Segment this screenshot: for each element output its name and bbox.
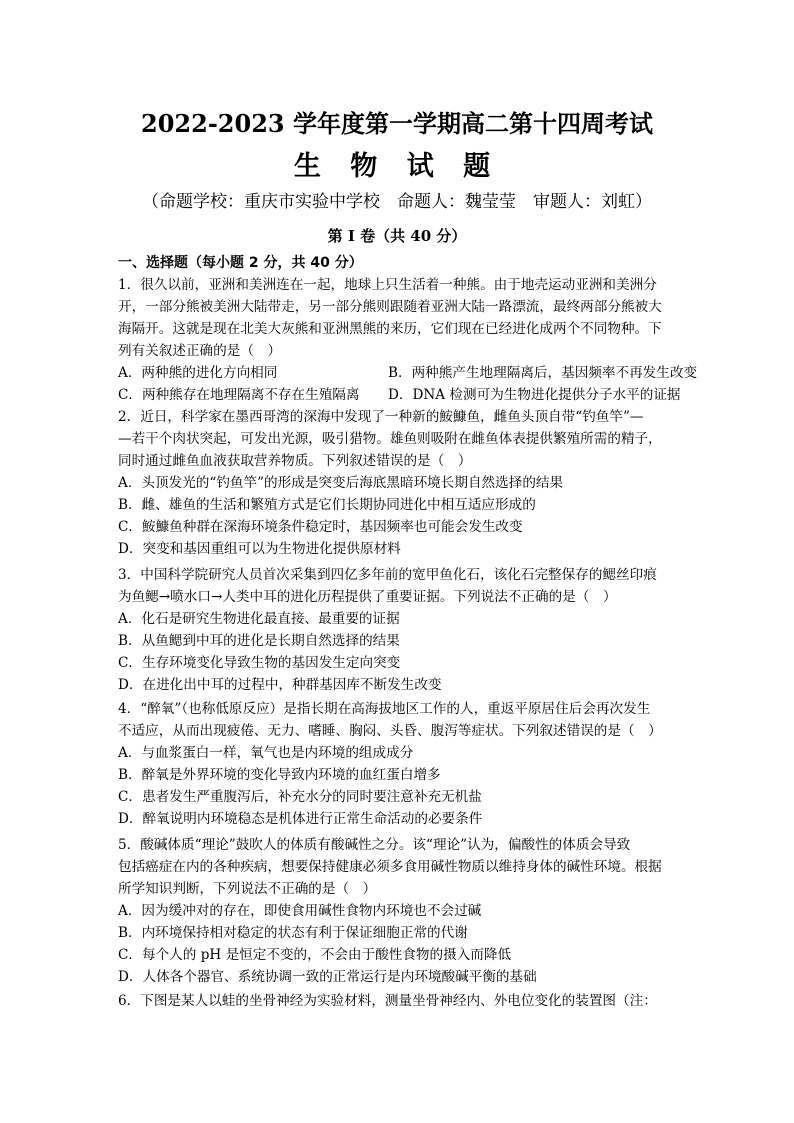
question-5-option-c[interactable]: C．每个人的 pH 是恒定不变的，不会由于酸性食物的摄入而降低: [118, 947, 512, 963]
question-2-line-1: 2．近日，科学家在墨西哥湾的深海中发现了一种新的鮟鱇鱼，雌鱼头顶自带“钓鱼竿”—: [118, 409, 644, 425]
question-3-line-1: 3．中国科学院研究人员首次采集到四亿多年前的宽甲鱼化石，该化石完整保存的鳃丝印痕: [118, 567, 657, 583]
question-1-option-a[interactable]: A．两种熊的进化方向相同: [118, 365, 278, 381]
question-1-option-c[interactable]: C．两种熊存在地理隔离不存在生殖隔离: [118, 387, 360, 403]
authors-line: （命题学校：重庆市实验中学校 命题人：魏莹莹 审题人：刘虹）: [142, 192, 652, 212]
question-3-option-b[interactable]: B．从鱼鳃到中耳的进化是长期自然选择的结果: [118, 633, 400, 649]
question-4-option-c[interactable]: C．患者发生严重腹泻后，补充水分的同时要注意补充无机盐: [118, 789, 482, 805]
question-1-line-3: 海隔开。这就是现在北美大灰熊和亚洲黑熊的来历，它们现在已经进化成两个不同物种。下: [118, 321, 662, 337]
question-2-option-d[interactable]: D．突变和基因重组可以为生物进化提供原材料: [118, 541, 401, 557]
question-4-option-b[interactable]: B．醉氧是外界环境的变化导致内环境的血红蛋白增多: [118, 767, 441, 783]
question-4-line-2: 不适应，从而出现疲倦、无力、嗜睡、胸闷、头昏、腹泻等症状。下列叙述错误的是（ ）: [118, 723, 662, 739]
question-5-line-2: 包括癌症在内的各种疾病，想要保持健康必须多食用碱性物质以维持身体的碱性环境。根据: [118, 859, 662, 875]
question-5-option-d[interactable]: D．人体各个器官、系统协调一致的正常运行是内环境酸碱平衡的基础: [118, 969, 537, 985]
question-6-line-1: 6．下图是某人以蛙的坐骨神经为实验材料，测量坐骨神经内、外电位变化的装置图（注：: [118, 993, 657, 1009]
question-1-line-4: 列有关叙述正确的是（ ）: [118, 343, 282, 359]
question-2-option-c[interactable]: C．鮟鱇鱼种群在深海环境条件稳定时，基因频率也可能会发生改变: [118, 519, 523, 535]
question-2-option-b[interactable]: B．雌、雄鱼的生活和繁殖方式是它们长期协同进化中相互适应形成的: [118, 497, 536, 513]
subject-title: 生 物 试 题: [293, 151, 501, 182]
question-5-option-a[interactable]: A．因为缓冲对的存在，即使食用碱性食物内环境也不会过碱: [118, 903, 482, 919]
question-2-line-3: 同时通过雌鱼血液获取营养物质。下列叙述错误的是（ ）: [118, 453, 472, 469]
question-1-line-2: 开，一部分熊被美洲大陆带走，另一部分熊则跟随着亚洲大陆一路漂流，最终两部分熊被大: [118, 299, 662, 315]
question-5-option-b[interactable]: B．内环境保持相对稳定的状态有利于保证细胞正常的代谢: [118, 925, 468, 941]
section-heading: 一、选择题（每小题 2 分，共 40 分）: [118, 255, 363, 271]
question-3-option-d[interactable]: D．在进化出中耳的过程中，种群基因库不断发生改变: [118, 677, 442, 693]
question-1-options-cd: [118, 384, 681, 406]
question-1-option-b[interactable]: B．两种熊产生地理隔离后，基因频率不再发生改变: [388, 365, 698, 381]
question-1-option-d[interactable]: D．DNA 检测可为生物进化提供分子水平的证据: [388, 387, 681, 403]
question-2-option-a[interactable]: A．头顶发光的“钓鱼竿”的形成是突变后海底黑暗环境长期自然选择的结果: [118, 475, 564, 491]
question-2-line-2: —若干个肉状突起，可发出光源，吸引猎物。雄鱼则吸附在雌鱼体表提供繁殖所需的精子，: [118, 431, 662, 447]
question-4-line-1: 4．“醉氧”（也称低原反应）是指长期在高海拔地区工作的人，重返平原居住后会再次发生: [118, 701, 651, 717]
question-1-options-ab: [118, 362, 698, 384]
question-5-line-3: 所学知识判断，下列说法不正确的是（ ）: [118, 881, 377, 897]
question-3-option-a[interactable]: A．化石是研究生物进化最直接、最重要的证据: [118, 611, 400, 627]
question-1-line-1: 1．很久以前，亚洲和美洲连在一起，地球上只生活着一种熊。由于地壳运动亚洲和美洲分: [118, 277, 657, 293]
volume-heading: 第 I 卷（共 40 分）: [327, 227, 467, 245]
question-4-option-a[interactable]: A．与血浆蛋白一样，氧气也是内环境的组成成分: [118, 745, 414, 761]
exam-title: 2022-2023 学年度第一学期高二第十四周考试: [141, 109, 653, 138]
question-5-line-1: 5．酸碱体质“理论”鼓吹人的体质有酸碱性之分。该“理论”认为，偏酸性的体质会导致: [118, 837, 631, 853]
question-3-line-2: 为鱼鳃→喷水口→人类中耳的进化历程提供了重要证据。下列说法不正确的是（ ）: [118, 589, 617, 605]
question-3-option-c[interactable]: C．生存环境变化导致生物的基因发生定向突变: [118, 655, 401, 671]
question-4-option-d[interactable]: D．醉氧说明内环境稳态是机体进行正常生命活动的必要条件: [118, 811, 483, 827]
